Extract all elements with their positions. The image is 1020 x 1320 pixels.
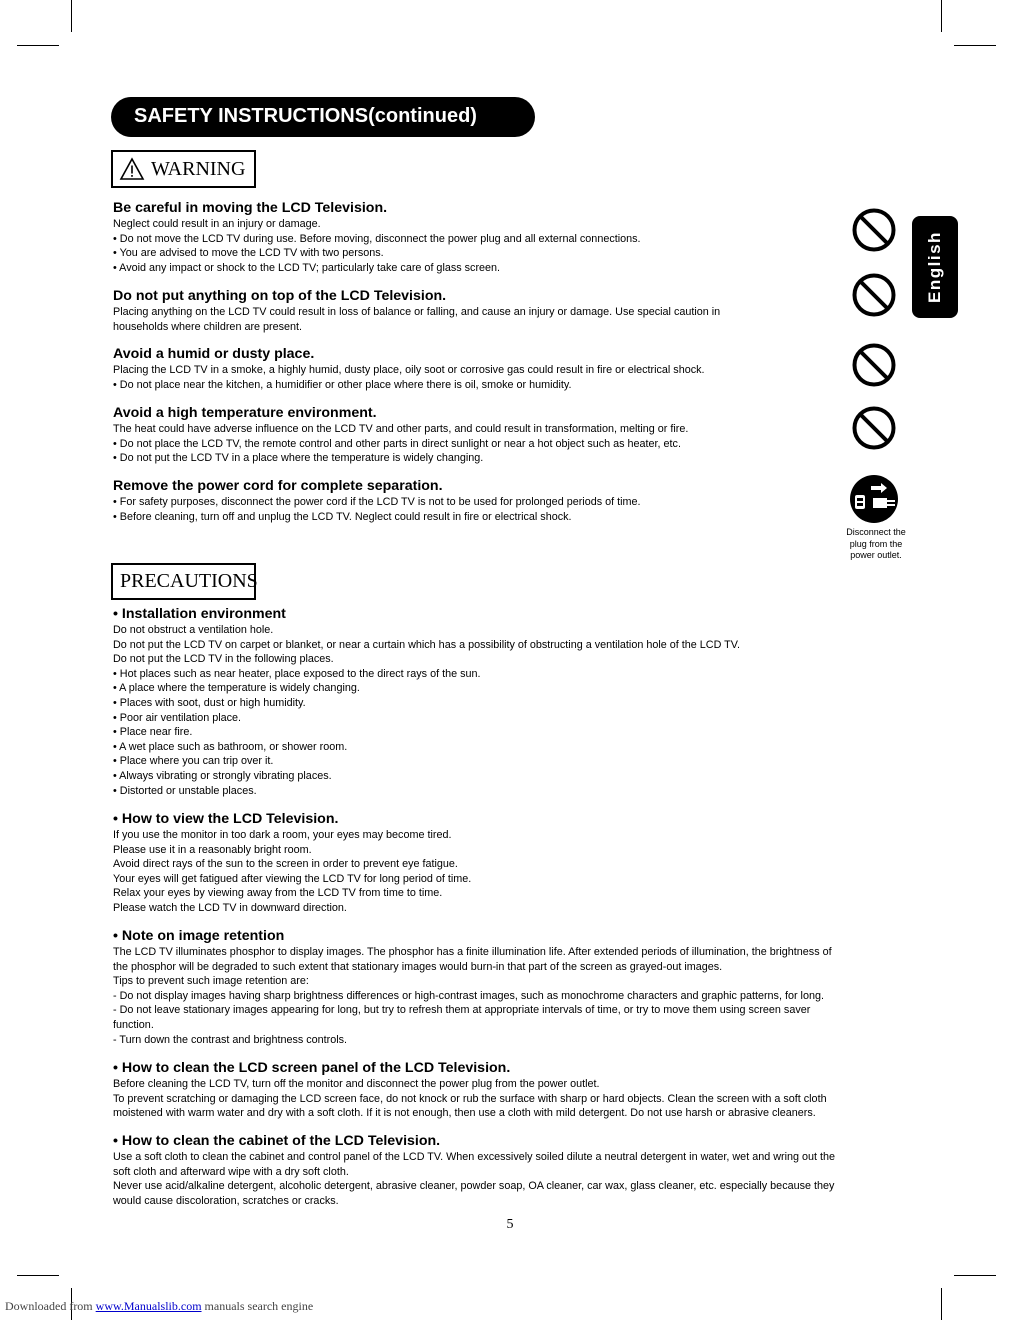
section-line: - Do not leave stationary images appearing for long, but try to refresh them at appropriate intervals of time, or try to move them using screen saver xyxy=(113,1004,811,1017)
warning-section-top xyxy=(113,288,903,334)
section-heading: Do not put anything on top of the LCD Television. xyxy=(113,288,447,304)
section-line: • Places with soot, dust or high humidity. xyxy=(113,696,306,709)
section-line: Relax your eyes by viewing away from the LCD TV from time to time. xyxy=(113,887,443,900)
section-line: households where children are present. xyxy=(113,320,303,333)
prohibition-icon xyxy=(851,207,897,253)
section-line: • A place where the temperature is widely changing. xyxy=(113,682,360,695)
section-line: • Do not put the LCD TV in a place where the temperature is widely changing. xyxy=(113,452,484,465)
footer-prefix: Downloaded from xyxy=(5,1299,96,1313)
section-line: Placing anything on the LCD TV could result in loss of balance or falling, and cause an injury or damage. Use special caution in xyxy=(113,306,721,318)
section-line: Do not obstruct a ventilation hole. xyxy=(113,624,274,636)
crop-mark xyxy=(954,45,996,46)
section-heading: • How to clean the cabinet of the LCD Television. xyxy=(113,1133,441,1149)
crop-mark xyxy=(17,45,59,46)
section-line: The heat could have adverse influence on the LCD TV and other parts, and could result in transformation, melting or fire. xyxy=(113,423,689,435)
manualslib-link[interactable]: www.Manualslib.com xyxy=(95,1299,202,1313)
section-line: Please use it in a reasonably bright room. xyxy=(113,843,312,856)
crop-mark xyxy=(941,0,942,32)
crop-mark xyxy=(954,1275,996,1276)
section-line: Your eyes will get fatigued after viewing the LCD TV for long period of time. xyxy=(113,872,472,885)
section-heading: Remove the power cord for complete separation. xyxy=(113,478,443,494)
section-heading: Avoid a humid or dusty place. xyxy=(113,346,315,362)
section-line: • Poor air ventilation place. xyxy=(113,711,242,724)
precaution-section-clean-screen xyxy=(113,1060,903,1121)
section-heading: Avoid a high temperature environment. xyxy=(113,405,377,421)
section-line: • Do not move the LCD TV during use. Before moving, disconnect the power plug and all external connections. xyxy=(113,232,641,245)
section-line: Placing the LCD TV in a smoke, a highly humid, dusty place, oily soot or corrosive gas could result in fire or electrical shock. xyxy=(113,364,705,376)
warning-triangle-icon xyxy=(119,157,145,181)
caption-line: power outlet. xyxy=(850,550,902,560)
warning-section-temperature xyxy=(113,405,903,466)
section-line: • For safety purposes, disconnect the power cord if the LCD TV is not to be used for prolonged periods of time. xyxy=(113,496,641,508)
caption-line: plug from the xyxy=(849,538,903,549)
warning-section-humid xyxy=(113,346,903,392)
warning-label: WARNING xyxy=(151,157,246,180)
section-heading: • How to clean the LCD screen panel of the LCD Television. xyxy=(113,1060,511,1076)
crop-mark xyxy=(941,1288,942,1320)
section-line: Before cleaning the LCD TV, turn off the monitor and disconnect the power plug from the power outlet. xyxy=(113,1078,600,1090)
unplug-caption xyxy=(838,527,914,562)
section-line: Neglect could result in an injury or damage. xyxy=(113,218,321,230)
section-heading: • How to view the LCD Television. xyxy=(113,811,339,827)
precaution-section-viewing xyxy=(113,811,903,916)
section-line: • Do not place the LCD TV, the remote control and other parts in direct sunlight or near a hot object such as heater, etc. xyxy=(113,437,681,450)
caption-line: Disconnect the xyxy=(846,527,906,537)
crop-mark xyxy=(17,1275,59,1276)
section-line: • You are advised to move the LCD TV with two persons. xyxy=(113,247,384,260)
section-line: • Distorted or unstable places. xyxy=(113,784,257,797)
section-line: • Always vibrating or strongly vibrating places. xyxy=(113,769,332,782)
section-heading: • Installation environment xyxy=(113,606,286,622)
prohibition-icon xyxy=(851,272,897,318)
prohibition-icon xyxy=(851,342,897,388)
language-tab xyxy=(912,216,958,318)
warning-label-box xyxy=(111,150,256,188)
precautions-label-box xyxy=(111,563,256,600)
precaution-section-clean-cabinet xyxy=(113,1133,903,1208)
precautions-label: PRECAUTIONS xyxy=(120,570,258,592)
section-line: function. xyxy=(113,1018,154,1031)
footer-suffix: manuals search engine xyxy=(201,1299,314,1313)
section-line: the phosphor will be degraded to such extent that stationary images would burn-in that part of the screen as grayed-out images. xyxy=(113,960,723,973)
section-line: Please watch the LCD TV in downward direction. xyxy=(113,901,347,914)
precaution-section-image-retention xyxy=(113,928,903,1047)
section-line: soft cloth and afterward wipe with a dry soft cloth. xyxy=(113,1165,349,1178)
section-line: Never use acid/alkaline detergent, alcoholic detergent, abrasive cleaner, powder soap, OA cleaner, car wax, glass cleaner, etc. especially because they xyxy=(113,1180,835,1193)
section-line: • Place where you can trip over it. xyxy=(113,755,274,768)
language-tab-label: English xyxy=(925,231,944,303)
precaution-section-installation xyxy=(113,606,903,798)
section-line: • Place near fire. xyxy=(113,726,193,739)
page-number: 5 xyxy=(506,1217,514,1232)
warning-section-power-cord xyxy=(113,478,903,524)
section-heading: Be careful in moving the LCD Television. xyxy=(113,200,388,216)
section-line: • Hot places such as near heater, place exposed to the direct rays of the sun. xyxy=(113,667,481,680)
crop-mark xyxy=(71,0,72,32)
section-line: • Avoid any impact or shock to the LCD TV; particularly take care of glass screen. xyxy=(113,261,501,274)
section-line: - Do not display images having sharp brightness differences or high-contrast images, such as monochrome characters and graphic patterns, for long. xyxy=(113,989,824,1002)
section-line: • A wet place such as bathroom, or shower room. xyxy=(113,740,348,753)
section-line: • Before cleaning, turn off and unplug the LCD TV. Neglect could result in fire or electrical shock. xyxy=(113,510,572,523)
section-line: - Turn down the contrast and brightness controls. xyxy=(113,1033,348,1046)
section-line: If you use the monitor in too dark a room, your eyes may become tired. xyxy=(113,829,452,841)
page-title-banner xyxy=(112,98,534,136)
section-heading: • Note on image retention xyxy=(113,928,285,944)
page-title: SAFETY INSTRUCTIONS(continued) xyxy=(134,105,477,127)
section-line: The LCD TV illuminates phosphor to display images. The phosphor has a finite illumination life. After extended periods of illumination, the brightness of xyxy=(113,946,832,958)
prohibition-icon xyxy=(851,405,897,451)
section-line: Do not put the LCD TV in the following places. xyxy=(113,653,334,666)
warning-section-moving xyxy=(113,200,903,275)
download-footer xyxy=(5,1299,313,1314)
section-line: Use a soft cloth to clean the cabinet and control panel of the LCD TV. When excessively soiled dilute a neutral detergent in water, wet and wring out the xyxy=(113,1151,836,1163)
unplug-icon xyxy=(849,474,899,524)
section-line: moistened with warm water and dry with a soft cloth. If it is not enough, then use a cloth with mild detergent. Do not use harsh or abrasive cleaners. xyxy=(113,1107,816,1120)
section-line: • Do not place near the kitchen, a humidifier or other place where there is oil, smoke or humidity. xyxy=(113,378,572,391)
section-line: would cause discoloration, scratches or cracks. xyxy=(113,1194,339,1207)
section-line: Tips to prevent such image retention are: xyxy=(113,975,309,988)
section-line: To prevent scratching or damaging the LCD screen face, do not knock or rub the surface with sharp or hard objects. Clean the screen with a soft cloth xyxy=(113,1092,827,1105)
section-line: Do not put the LCD TV on carpet or blanket, or near a curtain which has a possibility of obstructing a ventilation hole of the LCD TV. xyxy=(113,638,740,651)
section-line: Avoid direct rays of the sun to the screen in order to prevent eye fatigue. xyxy=(113,858,458,871)
